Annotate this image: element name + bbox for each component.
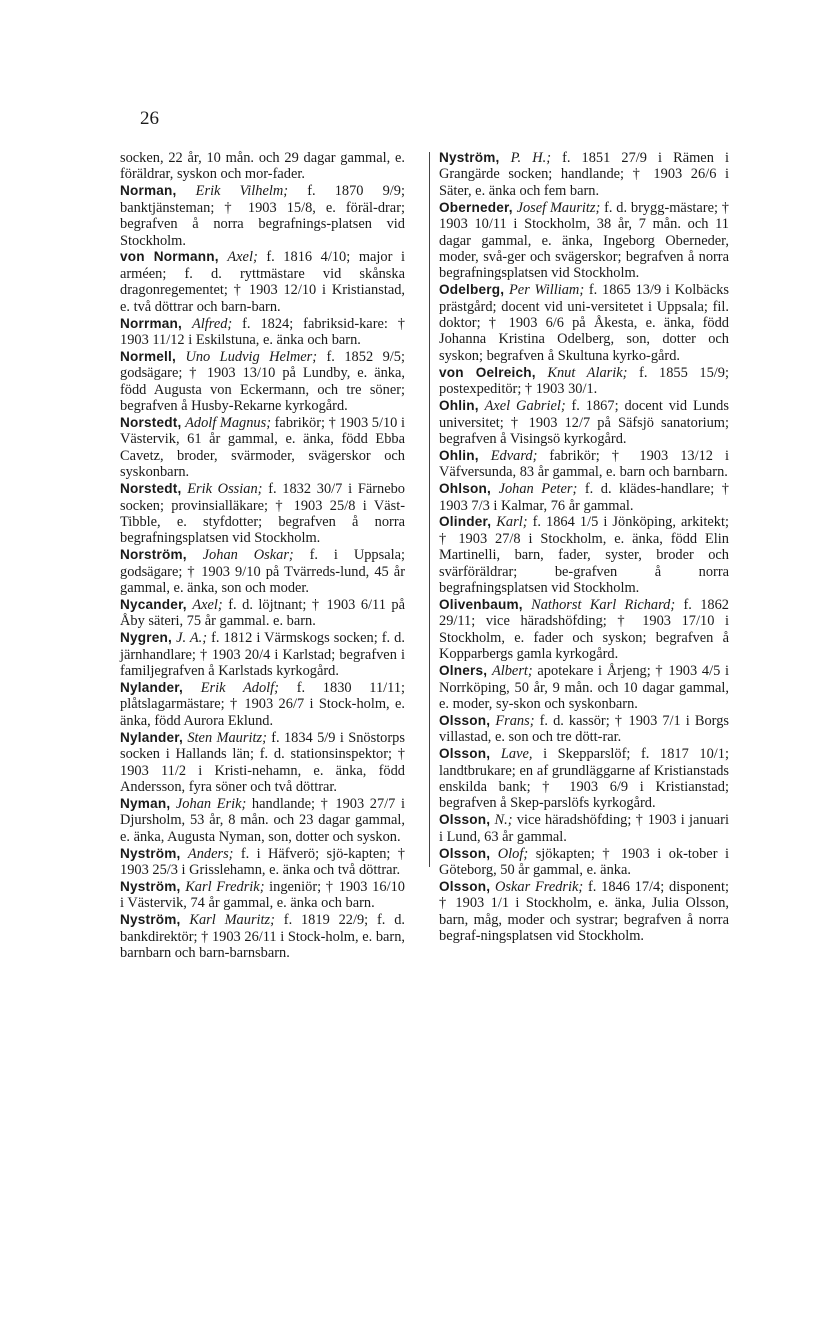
entry-text: f. 1865 13/9 i Kolbäcks prästgård; docent vid uni-versitetet i Uppsala; fil. doktor; † 1903 6/6 på Åkesta, e. änka, född Johanna Kristina Odelberg, son, dotter och syskon; begrafven å Skultuna kyrko-gård. [439, 282, 730, 364]
entry-surname: Nygren, [120, 630, 173, 646]
entry-text: f. 1862 29/11; vice häradshöfding; † 1903 17/10 i Stockholm, e. fader och syskon; begrafven å Kopparbergs gamla kyrkogård. [439, 596, 729, 663]
entry-text: f. 1812 i Värmskogs socken; f. d. järnhandlare; † 1903 20/4 i Karlstad; begrafven i familjegrafven å Karlstads kyrkogård. [120, 630, 405, 680]
register-entry [439, 200, 729, 282]
entry-given-name: Johan Erik; [175, 795, 247, 812]
entry-surname: Norrman, [120, 315, 183, 331]
register-entry [120, 796, 405, 845]
register-entry [439, 398, 729, 447]
entry-text: f. 1864 1/5 i Jönköping, arkitekt; † 1903 27/8 i Stockholm, e. änka, född Elin Martinelli, barn, fader, syster, broder och svärföräldrar; be-grafven å norra begrafningsplatsen vid Stockholm. [439, 514, 729, 597]
entry-text: f. i Häfverö; sjö-kapten; † 1903 25/3 i Grisslehamn, e. änka och två döttrar. [120, 845, 405, 878]
entry-given-name: Axel; [192, 596, 223, 613]
page-number: 26 [140, 108, 159, 129]
entry-text: f. 1846 17/4; disponent; † 1903 1/1 i Stockholm, e. änka, Julia Olsson, barn, måg, moder och systrar; begrafven å norra begraf-ningsplatsen vid Stockholm. [439, 878, 729, 945]
entry-surname: Olinder, [439, 514, 492, 530]
entry-surname: Normell, [120, 348, 176, 364]
entry-text: f. 1852 9/5; godsägare; † 1903 13/10 på Lundby, e. änka, född Augusta von Eckermann, och tre söner; begrafven å Husby-Rekarne kyrkogård. [120, 348, 405, 415]
column-divider [429, 152, 430, 867]
entry-text: handlande; † 1903 27/7 i Djursholm, 53 år, 8 mån. och 23 dagar gammal, e. änka, Augusta Nyman, son, dotter och syskon. [120, 795, 405, 845]
entry-given-name: Anders; [187, 845, 234, 862]
entry-given-name: P. H.; [510, 150, 551, 166]
entry-given-name: Axel Gabriel; [484, 398, 566, 415]
entry-surname: Nyström, [120, 912, 181, 928]
entry-given-name: Oskar Fredrik; [495, 878, 584, 895]
register-entry [120, 879, 405, 912]
entry-text: f. 1870 9/9; banktjänsteman; † 1903 15/8, e. föräl-drar; begrafven å norra begrafnings-platsen vid Stockholm. [120, 183, 405, 249]
right-column [439, 150, 729, 945]
entry-text: fabrikör; † 1903 13/12 i Väfversunda, 83 år gammal, e. barn och barnbarn. [439, 447, 729, 481]
entry-surname: Norström, [120, 547, 187, 563]
entry-given-name: Uno Ludvig Helmer; [185, 348, 318, 365]
entry-surname: Nylander, [120, 680, 183, 695]
register-entry [439, 597, 729, 663]
entry-surname: Olners, [439, 663, 488, 679]
entry-surname: Odelberg, [439, 282, 505, 298]
entry-text: f. 1816 4/10; major i arméen; f. d. ryttmästare vid skånska dragonregementet; † 1903 12/10 i Kristianstad, e. två döttrar och barn-barn. [120, 249, 405, 315]
entry-text: f. i Uppsala; godsägare; † 1903 9/10 på Tvärreds-lund, 45 år gammal, e. änka, son och moder. [120, 547, 405, 597]
entry-text: f. 1834 5/9 i Snöstorps socken i Hallands län; f. d. stationsinspektor; † 1903 11/2 i Kristi-nehamn, e. änka, född Andersson, fyra söner och två döttrar. [120, 729, 405, 795]
entry-text: f. d. löjtnant; † 1903 6/11 på Åby säteri, 75 år gammal. e. barn. [120, 596, 406, 630]
entry-given-name: Per William; [509, 282, 585, 299]
entry-surname: Nyman, [120, 795, 171, 811]
register-entry [439, 746, 729, 812]
entry-given-name: Karl Fredrik; [185, 878, 265, 895]
entry-surname: Olsson, [439, 746, 491, 762]
register-entry [120, 630, 405, 679]
entry-given-name: Nathorst Karl Richard; [531, 596, 676, 613]
entry-text: f. d. kassör; † 1903 7/1 i Borgs villastad, e. son och tre dött-rar. [439, 712, 729, 746]
register-entry [120, 846, 405, 879]
entry-text: f. 1855 15/9; postexpeditör; † 1903 30/1. [439, 364, 729, 398]
entry-given-name: Karl Mauritz; [189, 912, 275, 929]
entry-given-name: J. A.; [176, 630, 208, 647]
entry-surname: Nyström, [120, 845, 181, 861]
entry-surname: Olivenbaum, [439, 596, 523, 612]
entry-given-name: N.; [494, 812, 513, 829]
register-entry [120, 150, 405, 183]
entry-text: vice häradshöfding; † 1903 i januari i Lund, 63 år gammal. [439, 812, 729, 845]
entry-surname: Norstedt, [120, 481, 182, 497]
entry-given-name: Erik Vilhelm; [195, 183, 289, 200]
register-entry [439, 812, 729, 845]
entry-text: ingeniör; † 1903 16/10 i Västervik, 74 år gammal, e. änka och barn. [120, 878, 405, 912]
entry-text: apotekare i Årjeng; † 1903 4/5 i Norrköping, 50 år, 9 mån. och 10 dagar gammal, e. moder, sy-skon och syskonbarn. [439, 663, 729, 712]
left-column [120, 150, 405, 962]
entry-text: f. 1830 11/11; plåtslagarmästare; † 1903 26/7 i Stock-holm, e. änka, född Aurora Eklund. [120, 680, 406, 729]
entry-surname: Ohlin, [439, 447, 479, 463]
entry-surname: Ohlson, [439, 481, 491, 497]
entry-given-name: Sten Mauritz; [187, 729, 267, 746]
register-entry [439, 150, 729, 199]
entry-surname: Norstedt, [120, 415, 182, 430]
entry-given-name: Knut Alarik; [547, 364, 628, 381]
entry-text: f. 1851 27/9 i Rämen i Grangärde socken; handlande; † 1903 26/6 i Säter, e. änka och fem barn. [439, 150, 729, 199]
entry-given-name: Josef Mauritz; [516, 199, 601, 216]
entry-text: f. d. klädes-handlare; † 1903 7/3 i Kalmar, 76 år gammal. [439, 481, 729, 514]
register-entry [439, 448, 729, 481]
register-entry [439, 481, 729, 514]
register-entry [120, 912, 405, 961]
register-entry [439, 879, 729, 945]
entry-surname: von Normann, [120, 249, 219, 265]
entry-surname: Nycander, [120, 596, 187, 612]
register-entry [120, 183, 405, 249]
entry-text: i Skepparslöf; f. 1817 10/1; landtbrukare; en af grundläggarne af Kristianstads enskilda bank; † 1903 6/9 i Kristianstad; begrafven å Skep-parslöfs kyrkogård. [439, 746, 729, 812]
entry-given-name: Frans; [495, 712, 535, 729]
entry-surname: Nylander, [120, 729, 183, 745]
entry-given-name: Johan Oskar; [202, 547, 294, 564]
register-entry [120, 316, 405, 349]
entry-text: sjökapten; † 1903 i ok-tober i Göteborg, 50 år gammal, e. änka. [439, 845, 729, 878]
register-entry [120, 249, 405, 315]
entry-surname: Oberneder, [439, 199, 513, 215]
register-entry [120, 349, 405, 415]
register-entry [120, 481, 405, 547]
register-entry [439, 365, 729, 398]
entry-surname: von Oelreich, [439, 364, 536, 380]
entry-given-name: Johan Peter; [498, 481, 578, 498]
register-entry [120, 547, 405, 596]
entry-surname: Olsson, [439, 812, 491, 828]
entry-surname: Nyström, [120, 878, 181, 894]
entry-surname: Norman, [120, 183, 177, 199]
entry-surname: Nyström, [439, 150, 500, 165]
entry-given-name: Edvard; [490, 447, 538, 464]
entry-given-name: Erik Adolf; [200, 680, 279, 696]
entry-given-name: Adolf Magnus; [185, 415, 272, 431]
register-entry [439, 282, 729, 364]
register-entry [439, 846, 729, 879]
register-entry [120, 415, 405, 481]
register-entry [120, 597, 405, 630]
entry-surname: Olsson, [439, 712, 491, 728]
entry-text: fabrikör; † 1903 5/10 i Västervik, 61 år gammal, e. änka, född Ebba Cavetz, broder, svärmoder, svägerskor och syskonbarn. [120, 415, 405, 481]
entry-text: f. 1867; docent vid Lunds universitet; † 1903 12/7 på Säfsjö sanatorium; begrafven å Visingsö kyrkogård. [439, 398, 729, 447]
entry-given-name: Karl; [496, 514, 528, 531]
entry-text: socken, 22 år, 10 mån. och 29 dagar gammal, e. föräldrar, syskon och mor-fader. [120, 150, 405, 183]
entry-text: f. 1819 22/9; f. d. bankdirektör; † 1903 26/11 i Stock-holm, e. barn, barnbarn och barn-barnsbarn. [120, 912, 406, 961]
entry-text: f. d. brygg-mästare; † 1903 10/11 i Stockholm, 38 år, 7 mån. och 11 dagar gammal, e. änka, Ingeborg Oberneder, moder, svå-ger och svägerskor; begrafven å norra begrafningsplatsen vid Stockholm. [439, 199, 729, 282]
entry-text: f. 1832 30/7 i Färnebo socken; provinsialläkare; † 1903 25/8 i Väst-Tibble, e. styfdotter; begrafven å norra begrafningsplatsen vid Stockholm. [120, 481, 405, 547]
entry-given-name: Lave, [500, 746, 533, 763]
entry-given-name: Albert; [491, 663, 533, 680]
entry-surname: Olsson, [439, 845, 491, 861]
entry-surname: Olsson, [439, 878, 491, 894]
register-entry [120, 680, 405, 729]
register-entry [439, 713, 729, 746]
entry-given-name: Erik Ossian; [187, 481, 263, 498]
register-entry [439, 514, 729, 596]
entry-given-name: Olof; [497, 845, 529, 862]
register-entry [439, 663, 729, 712]
entry-given-name: Alfred; [191, 315, 233, 332]
entry-surname: Ohlin, [439, 398, 479, 414]
entry-given-name: Axel; [227, 249, 258, 266]
register-entry [120, 730, 405, 796]
entry-text: f. 1824; fabriksid-kare: † 1903 11/12 i Eskilstuna, e. änka och barn. [120, 315, 405, 348]
